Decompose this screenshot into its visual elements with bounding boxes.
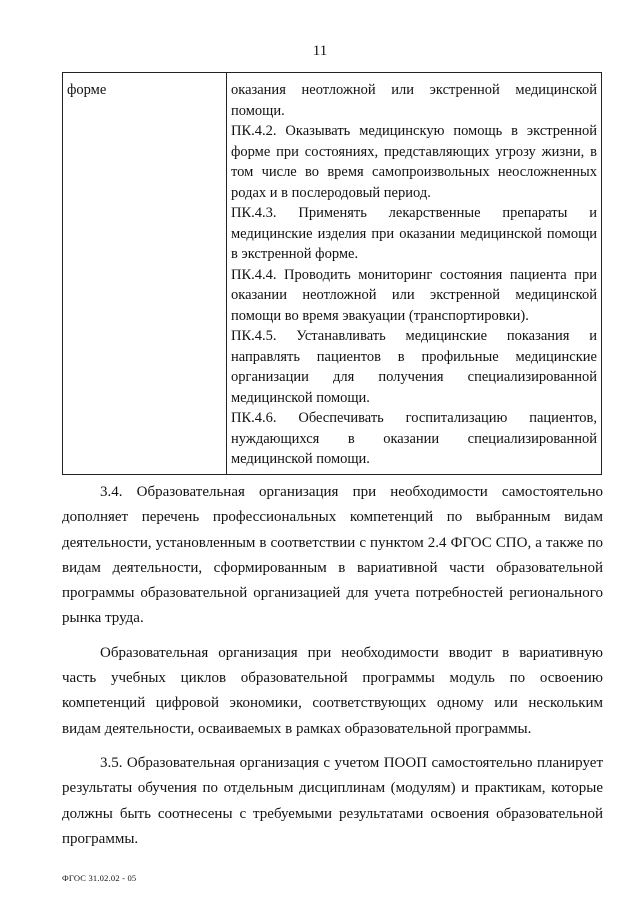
page-number: 11 <box>312 43 328 59</box>
paragraph: 3.5. Образовательная организация с учетом ПООП самостоятельно планирует результаты обучения по отдельным дисциплинам (модулям) и практикам, которые должны быть соотнесены с требуемыми результатами освоения образовательной программы. <box>62 754 603 847</box>
paragraph: 3.4. Образовательная организация при необходимости самостоятельно дополняет перечень профессиональных компетенций по выбранным видам деятельности, установленным в соответствии с пунктом 2.4 ФГОС СПО, а также по видам деятельности, сформированным в вариативной части образовательной программы образовательной организацией для учета потребностей регионального рынка труда. <box>62 484 603 627</box>
page-footer: ФГОС 31.02.02 - 05 <box>62 873 137 883</box>
competency-item: ПК.4.6. Обеспечивать госпитализацию пациентов, нуждающихся в оказании специализированной медицинской помощи. <box>231 410 597 467</box>
competency-item: ПК.4.3. Применять лекарственные препараты и медицинские изделия при оказании медицинской помощи в экстренной форме. <box>231 205 597 262</box>
paragraph: Образовательная организация при необходимости вводит в вариативную часть учебных циклов образовательной программы модуль по освоению компетенций цифровой экономики, соответствующих одному или нескольким видам деятельности, осваиваемых в рамках образовательной программы. <box>62 644 603 737</box>
body-text <box>62 480 603 861</box>
competency-item: ПК.4.4. Проводить мониторинг состояния пациента при оказании неотложной или экстренной медицинской помощи во время эвакуации (транспортировки). <box>231 266 597 324</box>
competency-item: оказания неотложной или экстренной медицинской помощи. <box>231 82 597 119</box>
competencies-cell <box>227 73 602 475</box>
activity-cell: форме <box>63 73 227 475</box>
competency-item: ПК.4.2. Оказывать медицинскую помощь в экстренной форме при состояниях, представляющих угрозу жизни, в том числе во время самопроизвольных неосложненных родах и в послеродовый период. <box>231 123 597 201</box>
competencies-table <box>62 72 602 475</box>
table-row <box>63 73 602 475</box>
competency-item: ПК.4.5. Устанавливать медицинские показания и направлять пациентов в профильные медицинские организации для получения специализированной медицинской помощи. <box>231 328 597 406</box>
